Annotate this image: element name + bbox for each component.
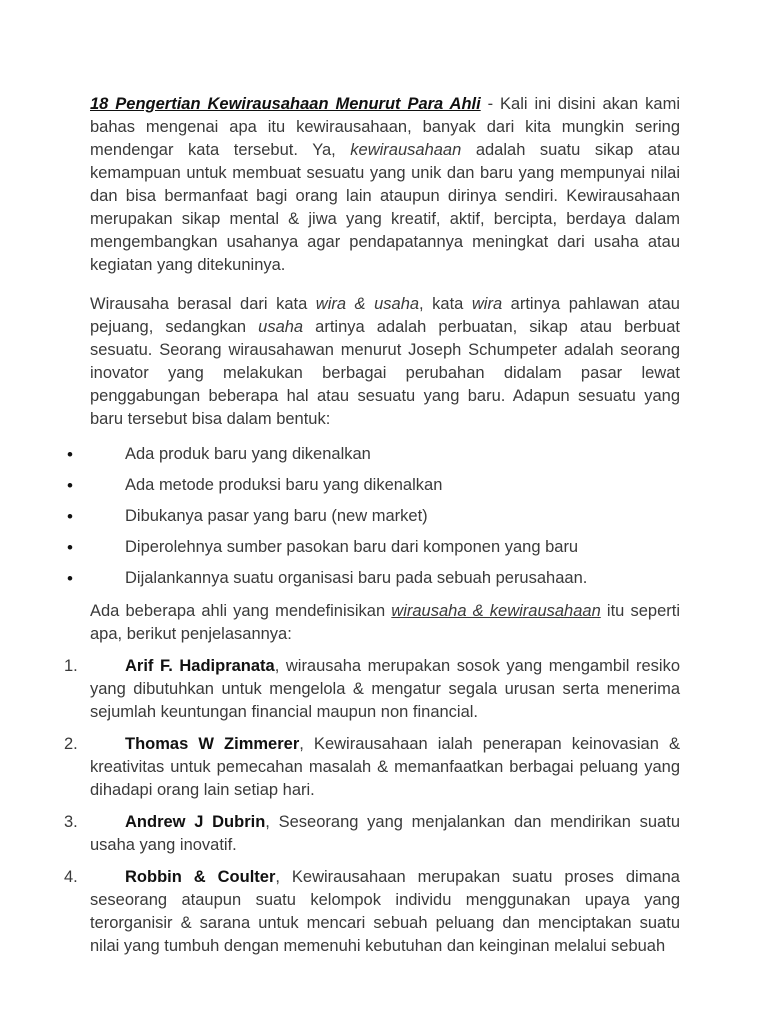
bullet-item bbox=[67, 505, 680, 528]
wirausaha-origin-paragraph bbox=[90, 293, 680, 431]
item-number: 1. bbox=[64, 657, 78, 675]
bullet-dot-icon: • bbox=[67, 569, 73, 588]
text-segment: Andrew J Dubrin bbox=[125, 813, 266, 831]
text-segment: Wirausaha berasal dari kata bbox=[90, 295, 316, 313]
item-number: 4. bbox=[64, 868, 78, 886]
numbered-item-3 bbox=[64, 811, 680, 857]
text-segment: itu seperti apa, berikut penjelasannya: bbox=[90, 602, 681, 643]
bullet-item-text: Ada produk baru yang dikenalkan bbox=[125, 445, 371, 463]
text-segment: artinya pahlawan atau pejuang, sedangkan bbox=[90, 295, 680, 336]
numbered-item-1 bbox=[64, 655, 680, 724]
document-page bbox=[64, 93, 681, 958]
numbered-item-2 bbox=[64, 733, 680, 802]
bullet-dot-icon: • bbox=[67, 538, 73, 557]
text-segment: artinya adalah perbuatan, sikap atau berbuat sesuatu. Seorang wirausahawan menurut Joseph Schumpeter adalah seorang inovator yang melakukan berbagai perubahan didalam pasar lewat penggabungan beberapa hal atau sesuatu yang baru. Adapun sesuatu yang baru tersebut bisa dalam bentuk: bbox=[90, 318, 680, 428]
text-segment: Robbin & Coulter bbox=[125, 868, 276, 886]
expert-definition bbox=[90, 733, 680, 802]
text-segment: , Seseorang yang menjalankan dan mendirikan suatu usaha yang inovatif. bbox=[90, 813, 680, 854]
numbered-item-4 bbox=[64, 866, 680, 958]
item-number: 2. bbox=[64, 735, 78, 753]
text-segment: wira & usaha bbox=[315, 295, 420, 313]
bullet-item bbox=[67, 474, 680, 497]
text-segment: - Kali ini disini akan kami bahas mengenai apa itu kewirausahaan, banyak dari kita mungkin sering mendengar kata tersebut. Ya, bbox=[90, 95, 680, 159]
bullet-item bbox=[67, 567, 680, 590]
text-segment: 18 Pengertian Kewirausahaan Menurut Para Ahli bbox=[90, 95, 481, 113]
item-number: 3. bbox=[64, 813, 78, 831]
expert-definition bbox=[90, 811, 680, 857]
expert-definition bbox=[90, 655, 680, 724]
definitions-intro-paragraph bbox=[90, 600, 680, 646]
bullet-dot-icon: • bbox=[67, 476, 73, 495]
text-segment: Thomas W Zimmerer bbox=[125, 735, 300, 753]
bullet-dot-icon: • bbox=[67, 507, 73, 526]
text-segment: adalah suatu sikap atau kemampuan untuk membuat sesuatu yang unik dan baru yang mempunyai nilai dan bisa bermanfaat bagi orang lain ataupun dirinya sendiri. Kewirausahaan merupakan sikap mental & jiwa yang kreatif, aktif, bercipta, berdaya dalam mengembangkan usahanya agar pendapatannya meningkat dari usaha atau kegiatan yang ditekuninya. bbox=[90, 141, 680, 274]
text-segment: wirausaha & kewirausahaan bbox=[391, 602, 601, 620]
bullet-dot-icon: • bbox=[67, 445, 73, 464]
bullet-item bbox=[67, 536, 680, 559]
intro-paragraph bbox=[90, 93, 680, 277]
text-segment: , Kewirausahaan merupakan suatu proses dimana seseorang ataupun suatu kelompok individu menggunakan upaya yang terorganisir & sarana untuk mencari sebuah peluang dan menciptakan suatu nilai yang tumbuh dengan memenuhi kebutuhan dan keinginan melalui sebuah bbox=[90, 868, 680, 955]
text-segment: Arif F. Hadipranata bbox=[125, 657, 275, 675]
text-segment: , kata bbox=[419, 295, 472, 313]
text-segment: , Kewirausahaan ialah penerapan keinovasian & kreativitas untuk pemecahan masalah & memanfaatkan berbagai peluang yang dihadapi orang lain setiap hari. bbox=[90, 735, 680, 799]
text-segment: Ada beberapa ahli yang mendefinisikan bbox=[90, 602, 392, 620]
bullet-item-text: Dibukanya pasar yang baru (new market) bbox=[125, 507, 428, 525]
bullet-item-text: Diperolehnya sumber pasokan baru dari komponen yang baru bbox=[125, 538, 579, 556]
text-segment: , wirausaha merupakan sosok yang mengambil resiko yang dibutuhkan untuk mengelola & mengatur segala urusan serta menerima sejumlah keuntungan financial maupun non financial. bbox=[90, 657, 680, 721]
bullet-item-text: Ada metode produksi baru yang dikenalkan bbox=[125, 476, 443, 494]
text-segment: usaha bbox=[258, 318, 304, 336]
text-segment: kewirausahaan bbox=[350, 141, 462, 159]
expert-definition bbox=[90, 866, 680, 958]
text-segment: wira bbox=[471, 295, 503, 313]
bullet-list bbox=[67, 443, 680, 590]
bullet-item bbox=[67, 443, 680, 466]
bullet-item-text: Dijalankannya suatu organisasi baru pada sebuah perusahaan. bbox=[125, 569, 588, 587]
